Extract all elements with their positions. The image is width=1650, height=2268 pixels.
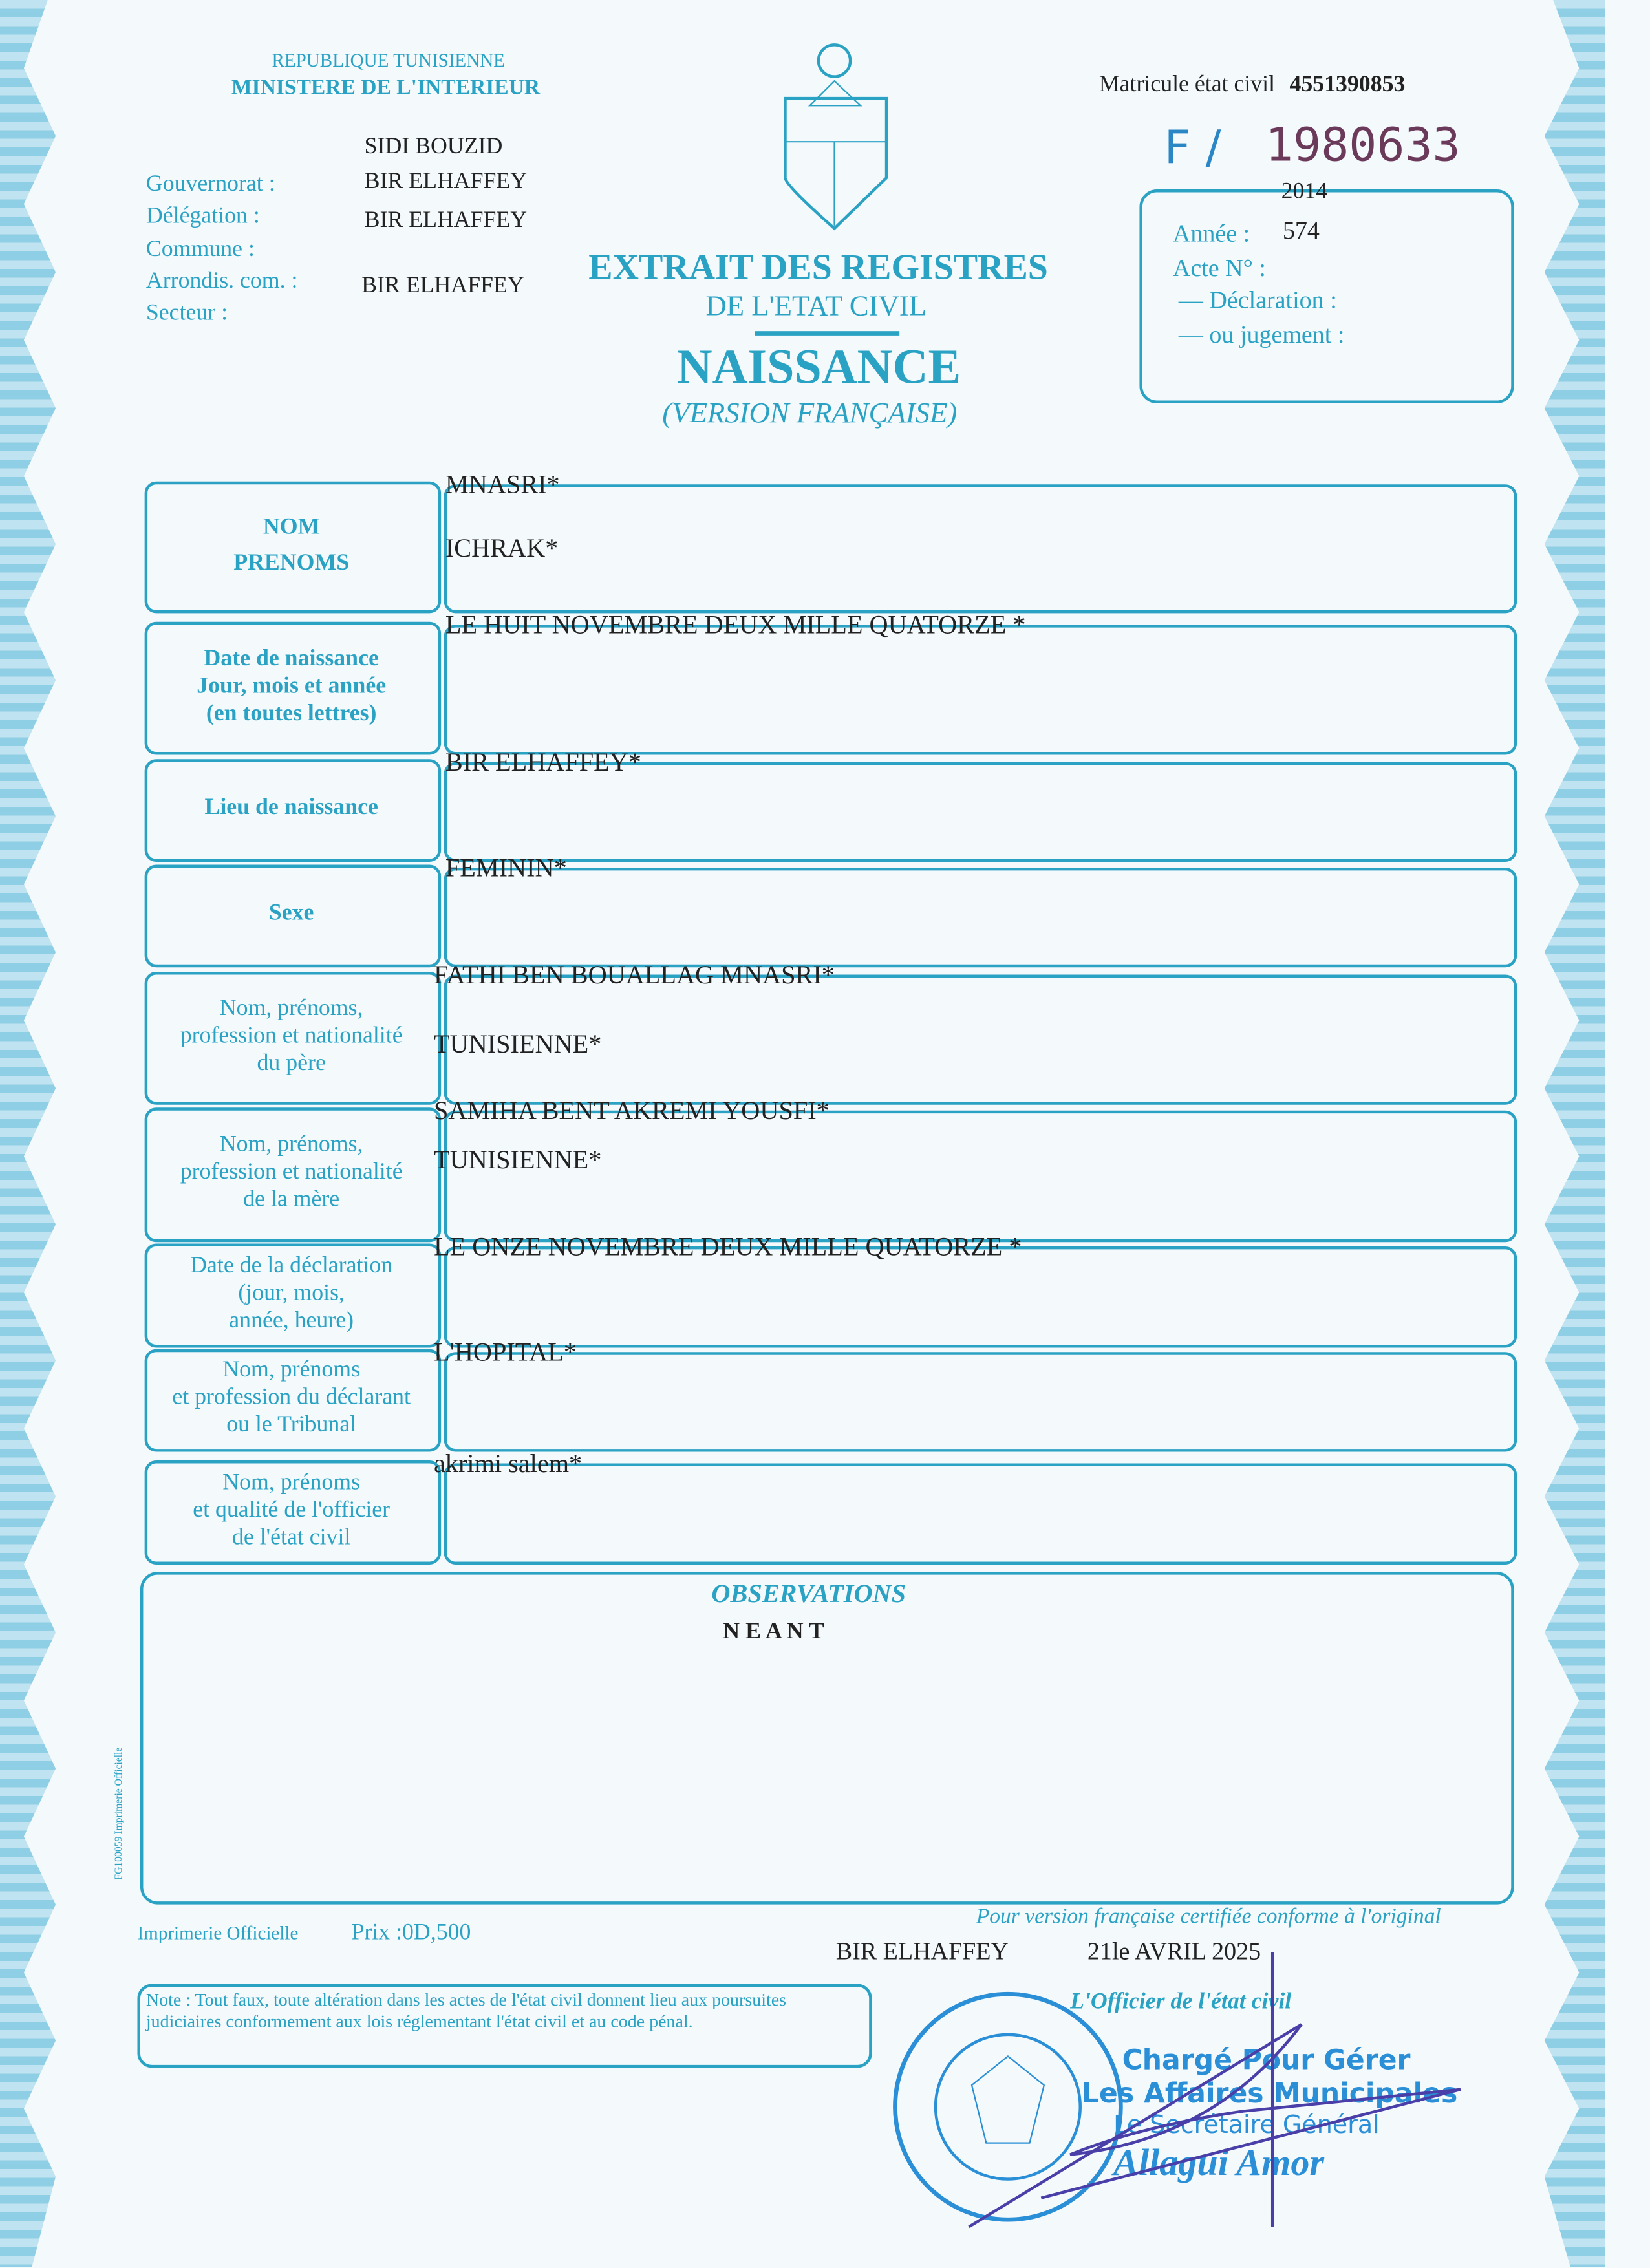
row-label-line: Date de naissance: [204, 645, 379, 670]
price-label: Prix :0D,500: [351, 1920, 471, 1945]
row-label-line: profession et nationalité: [180, 1159, 403, 1184]
matricule-value: 4551390853: [1289, 72, 1406, 97]
row-value: TUNISIENNE*: [433, 1029, 602, 1059]
legal-note: Note : Tout faux, toute altération dans les actes de l'état civil donnent lieu aux poursuites judiciaires conformement aux lois réglementant l'état civil et au code pénal.: [145, 1989, 787, 2032]
row-label-line: Nom, prénoms: [222, 1470, 361, 1495]
row-label-line: et qualité de l'officier: [193, 1497, 391, 1523]
certified-text: Pour version française certifiée conforme à l'original: [976, 1905, 1441, 1929]
row-value: LE HUIT NOVEMBRE DEUX MILLE QUATORZE *: [445, 610, 1026, 639]
gouvernorat-value: SIDI BOUZID: [364, 134, 503, 160]
gouvernorat-label: Gouvernorat :: [145, 172, 275, 197]
row-value: ICHRAK*: [445, 533, 559, 563]
row-value: MNASRI*: [445, 469, 560, 499]
row-value: SAMIHA BENT AKREMI YOUSFI*: [433, 1096, 830, 1126]
row-label-line: année, heure): [229, 1308, 354, 1333]
row-value-box: [444, 1111, 1517, 1243]
matricule-label: Matricule état civil: [1098, 72, 1276, 97]
row-label: [145, 1460, 438, 1559]
row-label: [145, 622, 438, 749]
secteur-label: Secteur :: [145, 301, 228, 326]
row-label-line: du père: [257, 1050, 326, 1075]
row-label-line: Nom, prénoms,: [219, 995, 363, 1020]
ministry-label: MINISTERE DE L'INTERIEUR: [231, 76, 541, 100]
row-value: BIR ELHAFFEY*: [445, 747, 641, 777]
observations-label: OBSERVATIONS: [711, 1579, 906, 1609]
observations-box: [140, 1572, 1514, 1904]
left-guilloche-border: [0, 0, 80, 2267]
row-label: [145, 759, 438, 856]
row-label-line: (jour, mois,: [238, 1280, 345, 1305]
observations-value: N E A N T: [723, 1619, 824, 1645]
row-label-line: (en toutes lettres): [206, 700, 377, 725]
acte-year-value: 2014: [1281, 179, 1328, 204]
delegation-value: BIR ELHAFFEY: [364, 169, 528, 194]
row-label-line: Sexe: [268, 901, 314, 926]
serial-prefix: F /: [1164, 120, 1221, 175]
row-value-box: [444, 868, 1517, 967]
republic-label: REPUBLIQUE TUNISIENNE: [272, 49, 505, 71]
row-value-box: [444, 974, 1517, 1104]
row-label-line: ou le Tribunal: [226, 1413, 357, 1438]
declaration-label: — Déclaration :: [1178, 286, 1337, 314]
row-value: L'HOPITAL*: [433, 1337, 577, 1367]
stamp-line-4: Allagui Amor: [1113, 2141, 1325, 2184]
row-label-line: de l'état civil: [232, 1524, 351, 1550]
row-value-box: [444, 1463, 1517, 1565]
stamp-line-2: Les Affaires Municipales: [1081, 2077, 1458, 2110]
annee-label: Année :: [1172, 219, 1250, 248]
row-label-line: Date de la déclaration: [190, 1253, 393, 1278]
title-version: (VERSION FRANÇAISE): [662, 398, 958, 430]
commune-label: Commune :: [145, 237, 255, 262]
officer-title: L'Officier de l'état civil: [1070, 1989, 1292, 2015]
signature-icon: [925, 1938, 1475, 2241]
row-label-line: Lieu de naissance: [204, 795, 378, 820]
row-label: [145, 972, 438, 1099]
row-label-line: Nom, prénoms: [222, 1358, 361, 1383]
row-label: [145, 1107, 438, 1236]
row-label-line: Jour, mois et année: [197, 673, 387, 698]
row-value-box: [444, 625, 1517, 754]
place-value: BIR ELHAFFEY: [835, 1938, 1009, 1965]
row-label-line: et profession du déclarant: [172, 1385, 411, 1410]
row-value: LE ONZE NOVEMBRE DEUX MILLE QUATORZE *: [433, 1232, 1022, 1261]
stamp-line-3: Le Secrétaire Général: [1113, 2111, 1380, 2141]
row-label: [145, 864, 438, 961]
acte-label: Acte N° :: [1172, 254, 1266, 283]
row-label: [145, 1349, 438, 1446]
right-guilloche-border: [1518, 0, 1605, 2267]
jugement-label: — ou jugement :: [1178, 321, 1345, 349]
row-label-line: de la mère: [243, 1187, 340, 1212]
side-print-code: FG100059 Imprimerie Officielle: [112, 1747, 125, 1880]
row-value: FEMININ*: [445, 853, 567, 883]
row-label: [145, 1243, 438, 1342]
row-value-box: [444, 1352, 1517, 1451]
row-value: FATHI BEN BOUALLAG MNASRI*: [433, 960, 835, 989]
arrondissement-label: Arrondis. com. :: [145, 269, 298, 294]
arrondissement-value: BIR ELHAFFEY: [361, 273, 524, 298]
commune-value: BIR ELHAFFEY: [364, 208, 528, 233]
title-line2: DE L'ETAT CIVIL: [705, 290, 927, 323]
serial-number: 1980633: [1265, 117, 1461, 173]
coat-of-arms-icon: [774, 41, 898, 231]
title-main: NAISSANCE: [676, 341, 961, 395]
row-value-box: [444, 484, 1517, 613]
acte-number-value: 574: [1282, 217, 1320, 244]
delegation-label: Délégation :: [145, 204, 260, 229]
row-label-line: Nom, prénoms,: [219, 1132, 363, 1157]
row-label-line: PRENOMS: [233, 550, 350, 575]
row-label-line: NOM: [262, 514, 320, 539]
title-line1: EXTRAIT DES REGISTRES: [588, 248, 1048, 288]
matricule: [1099, 72, 1406, 99]
printer-label: Imprimerie Officielle: [137, 1921, 299, 1943]
row-value: TUNISIENNE*: [433, 1145, 602, 1175]
row-value: akrimi salem*: [433, 1449, 583, 1478]
title-divider: [755, 331, 900, 336]
row-label-line: profession et nationalité: [180, 1023, 403, 1048]
date-value: 21le AVRIL 2025: [1087, 1938, 1261, 1965]
stamp-line-1: Chargé Pour Gérer: [1122, 2044, 1411, 2077]
row-label: [145, 482, 438, 608]
